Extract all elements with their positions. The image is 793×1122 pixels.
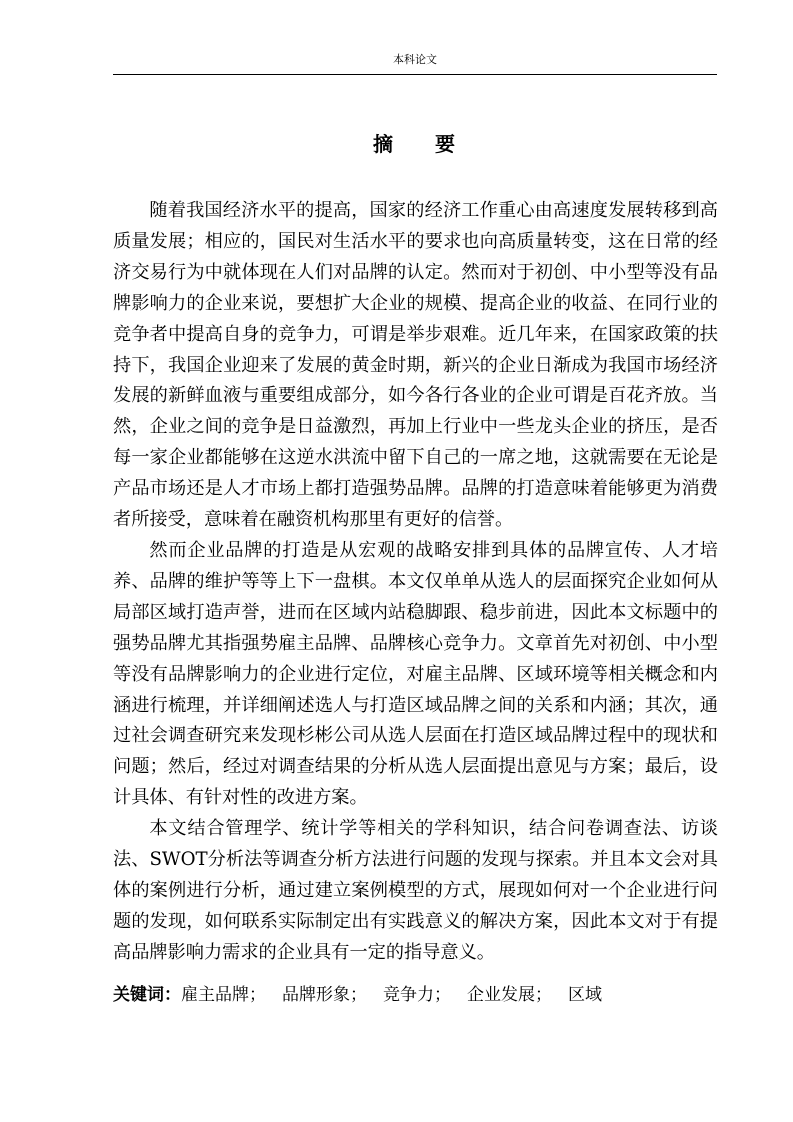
abstract-paragraph-1: 随着我国经济水平的提高，国家的经济工作重心由高速度发展转移到高质量发展；相应的，国民对生活水平的要求也向高质量转变，这在日常的经济交易行为中就体现在人们对品牌的认定。然而对于初创、中小型等没有品牌影响力的企业来说，要想扩大企业的规模、提高企业的收益、在同行业的竞争者中提高自身的竞争力，可谓是举步艰难。近几年来，在国家政策的扶持下，我国企业迎来了发展的黄金时期，新兴的企业日渐成为我国市场经济发展的新鲜血液与重要组成部分，如今各行各业的企业可谓是百花齐放。当然，企业之间的竞争是日益激烈，再加上行业中一些龙头企业的挤压，是否每一家企业都能够在这逆水洪流中留下自己的一席之地，这就需要在无论是产品市场还是人才市场上都打造强势品牌。品牌的打造意味着能够更为消费者所接受，意味着在融资机构那里有更好的信誉。 <box>113 200 718 531</box>
keyword-item: 企业发展； <box>467 985 552 1005</box>
keyword-item: 区域 <box>568 985 602 1005</box>
keyword-item: 竞争力； <box>383 985 451 1005</box>
keyword-item: 品牌形象； <box>282 985 367 1005</box>
abstract-title-char-2: 要 <box>435 132 457 156</box>
keywords-label: 关键词： <box>113 985 181 1005</box>
abstract-paragraph-2: 然而企业品牌的打造是从宏观的战略安排到具体的品牌宣传、人才培养、品牌的维护等等上下一盘棋。本文仅单单从选人的层面探究企业如何从局部区域打造声誉，进而在区域内站稳脚跟、稳步前进，因此本文标题中的强势品牌尤其指强势雇主品牌、品牌核心竞争力。文章首先对初创、中小型等没有品牌影响力的企业进行定位，对雇主品牌、区域环境等相关概念和内涵进行梳理，并详细阐述选人与打造区域品牌之间的关系和内涵；其次，通过社会调查研究来发现杉彬公司从选人层面在打造区域品牌过程中的现状和问题；然后，经过对调查结果的分析从选人层面提出意见与方案；最后，设计具体、有针对性的改进方案。 <box>113 539 718 809</box>
keyword-item: 雇主品牌； <box>181 985 266 1005</box>
running-title: 本科论文 <box>393 53 437 66</box>
abstract-title-char-1: 摘 <box>373 132 395 156</box>
abstract-title <box>113 130 717 158</box>
keywords-line <box>113 980 718 1010</box>
abstract-body <box>113 196 718 969</box>
running-header <box>113 52 717 75</box>
abstract-paragraph-3: 本文结合管理学、统计学等相关的学科知识，结合问卷调查法、访谈法、SWOT分析法等调查分析方法进行问题的发现与探索。并且本文会对具体的案例进行分析，通过建立案例模型的方式，展现如何对一个企业进行问题的发现，如何联系实际制定出有实践意义的解决方案，因此本文对于有提高品牌影响力需求的企业具有一定的指导意义。 <box>113 818 718 963</box>
